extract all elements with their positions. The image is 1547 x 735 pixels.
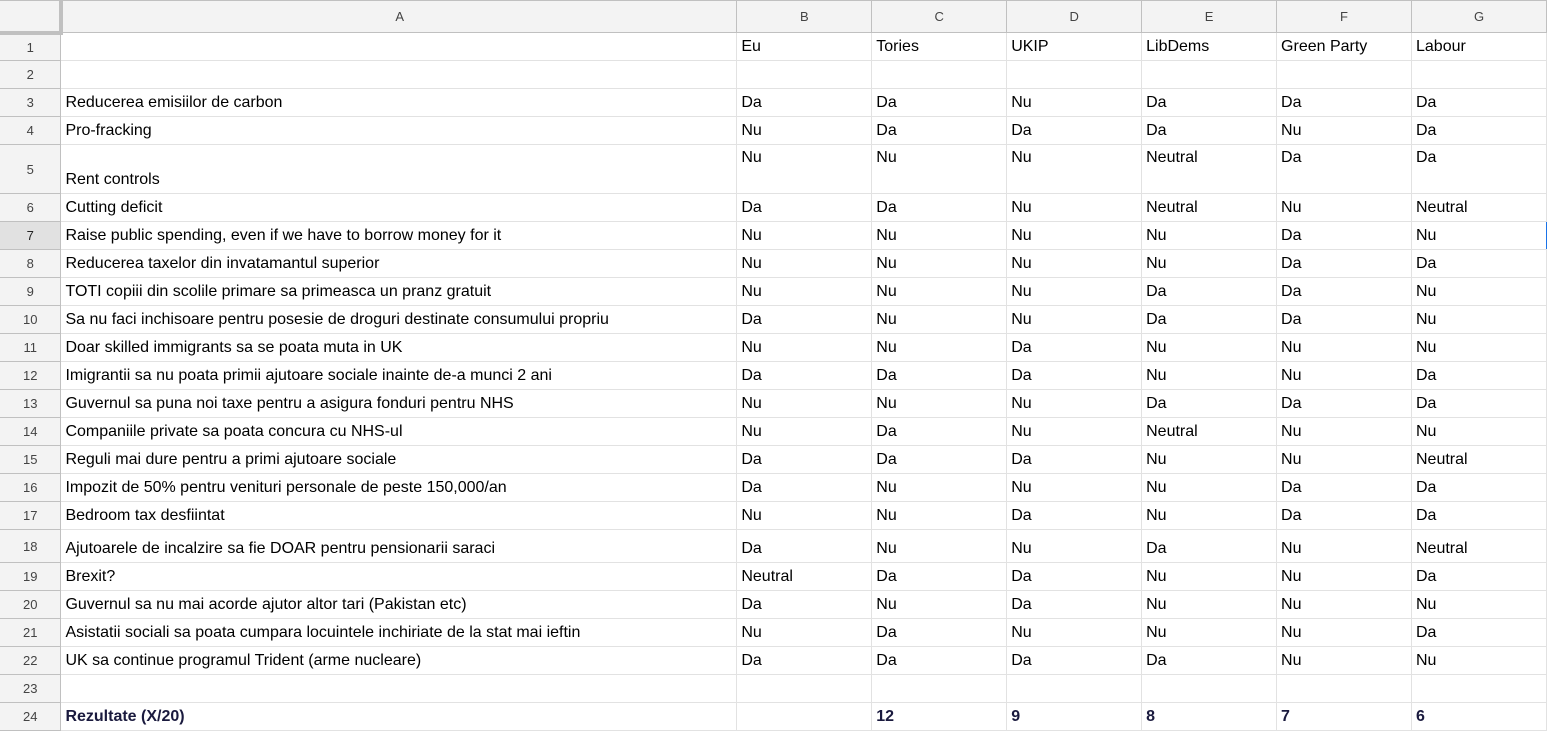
cell-e10[interactable]: Da [1142,306,1277,334]
cell-a17[interactable]: Bedroom tax desfiintat [61,502,737,530]
cell-g9[interactable]: Nu [1412,278,1547,306]
cell-c22[interactable]: Da [872,647,1007,675]
column-header-g[interactable]: G [1412,1,1547,33]
row-header[interactable]: 14 [0,418,61,446]
table-row [0,222,1547,250]
table-row [0,675,1547,703]
table-row [0,278,1547,306]
row-header[interactable]: 6 [0,194,61,222]
cell-f11[interactable]: Nu [1277,334,1412,362]
cell-f6[interactable]: Nu [1277,194,1412,222]
row-header[interactable]: 1 [0,33,61,61]
cell-c15[interactable]: Da [872,446,1007,474]
cell-d22[interactable]: Da [1007,647,1142,675]
cell-a8[interactable]: Reducerea taxelor din invatamantul superior [61,250,737,278]
cell-b17[interactable]: Nu [737,502,872,530]
cell-f9[interactable]: Da [1277,278,1412,306]
cell-b13[interactable]: Nu [737,390,872,418]
cell-a23[interactable] [61,675,737,703]
column-header-f[interactable]: F [1277,1,1412,33]
cell-g24[interactable]: 6 [1412,703,1547,731]
cell-g3[interactable]: Da [1412,89,1547,117]
cell-b23[interactable] [737,675,872,703]
cell-g7[interactable]: Nu [1412,222,1547,250]
table-row [0,474,1547,502]
cell-a18[interactable]: Ajutoarele de incalzire sa fie DOAR pentru pensionarii saraci [61,530,737,563]
column-header-b[interactable]: B [737,1,872,33]
row-header[interactable]: 13 [0,390,61,418]
cell-g15[interactable]: Neutral [1412,446,1547,474]
cell-d7[interactable]: Nu [1007,222,1142,250]
select-all-corner[interactable] [0,1,61,33]
cell-d1[interactable]: UKIP [1007,33,1142,61]
cell-e7[interactable]: Nu [1142,222,1277,250]
row-header[interactable]: 11 [0,334,61,362]
row-header[interactable]: 18 [0,530,61,563]
table-row [0,250,1547,278]
cell-f2[interactable] [1277,61,1412,89]
cell-b7[interactable]: Nu [737,222,872,250]
column-header-a[interactable]: A [61,1,737,33]
cell-a10[interactable]: Sa nu faci inchisoare pentru posesie de droguri destinate consumului propriu [61,306,737,334]
cell-c2[interactable] [872,61,1007,89]
cell-a4[interactable]: Pro-fracking [61,117,737,145]
cell-f8[interactable]: Da [1277,250,1412,278]
cell-b3[interactable]: Da [737,89,872,117]
row-header[interactable]: 15 [0,446,61,474]
cell-f15[interactable]: Nu [1277,446,1412,474]
cell-a13[interactable]: Guvernul sa puna noi taxe pentru a asigura fonduri pentru NHS [61,390,737,418]
cell-f4[interactable]: Nu [1277,117,1412,145]
cell-e3[interactable]: Da [1142,89,1277,117]
cell-f12[interactable]: Nu [1277,362,1412,390]
table-row [0,362,1547,390]
table-row [0,703,1547,731]
cell-f19[interactable]: Nu [1277,563,1412,591]
cell-a6[interactable]: Cutting deficit [61,194,737,222]
cell-d13[interactable]: Nu [1007,390,1142,418]
cell-g2[interactable] [1412,61,1547,89]
cell-b16[interactable]: Da [737,474,872,502]
cell-d16[interactable]: Nu [1007,474,1142,502]
cell-g8[interactable]: Da [1412,250,1547,278]
cell-e22[interactable]: Da [1142,647,1277,675]
row-header[interactable]: 4 [0,117,61,145]
table-row [0,390,1547,418]
cell-e2[interactable] [1142,61,1277,89]
cell-d5[interactable]: Nu [1007,145,1142,194]
cell-f22[interactable]: Nu [1277,647,1412,675]
cell-f5[interactable]: Da [1277,145,1412,194]
row-header[interactable]: 21 [0,619,61,647]
cell-f21[interactable]: Nu [1277,619,1412,647]
cell-f1[interactable]: Green Party [1277,33,1412,61]
row-header[interactable]: 10 [0,306,61,334]
cell-a2[interactable] [61,61,737,89]
cell-e13[interactable]: Da [1142,390,1277,418]
cell-c1[interactable]: Tories [872,33,1007,61]
cell-f10[interactable]: Da [1277,306,1412,334]
table-row [0,33,1547,61]
cell-b1[interactable]: Eu [737,33,872,61]
cell-e17[interactable]: Nu [1142,502,1277,530]
cell-c6[interactable]: Da [872,194,1007,222]
cell-b6[interactable]: Da [737,194,872,222]
row-header[interactable]: 20 [0,591,61,619]
cell-e12[interactable]: Nu [1142,362,1277,390]
cell-a16[interactable]: Impozit de 50% pentru venituri personale de peste 150,000/an [61,474,737,502]
cell-d18[interactable]: Nu [1007,530,1142,563]
cell-e15[interactable]: Nu [1142,446,1277,474]
cell-d17[interactable]: Da [1007,502,1142,530]
row-header[interactable]: 5 [0,145,61,194]
cell-b19[interactable]: Neutral [737,563,872,591]
cell-c9[interactable]: Nu [872,278,1007,306]
cell-d8[interactable]: Nu [1007,250,1142,278]
cell-d2[interactable] [1007,61,1142,89]
cell-d9[interactable]: Nu [1007,278,1142,306]
cell-d14[interactable]: Nu [1007,418,1142,446]
cell-c5[interactable]: Nu [872,145,1007,194]
cell-f20[interactable]: Nu [1277,591,1412,619]
table-row [0,194,1547,222]
table-row [0,446,1547,474]
cell-a7[interactable]: Raise public spending, even if we have to borrow money for it [61,222,737,250]
cell-g6[interactable]: Neutral [1412,194,1547,222]
cell-d20[interactable]: Da [1007,591,1142,619]
cell-f18[interactable]: Nu [1277,530,1412,563]
cell-d23[interactable] [1007,675,1142,703]
cell-e23[interactable] [1142,675,1277,703]
cell-a12[interactable]: Imigrantii sa nu poata primii ajutoare sociale inainte de-a munci 2 ani [61,362,737,390]
cell-d19[interactable]: Da [1007,563,1142,591]
cell-c23[interactable] [872,675,1007,703]
cell-b20[interactable]: Da [737,591,872,619]
cell-b21[interactable]: Nu [737,619,872,647]
cell-b8[interactable]: Nu [737,250,872,278]
cell-e6[interactable]: Neutral [1142,194,1277,222]
cell-b11[interactable]: Nu [737,334,872,362]
table-row [0,647,1547,675]
cell-d3[interactable]: Nu [1007,89,1142,117]
cell-a24[interactable]: Rezultate (X/20) [61,703,737,731]
cell-a3[interactable]: Reducerea emisiilor de carbon [61,89,737,117]
cell-d15[interactable]: Da [1007,446,1142,474]
row-header[interactable]: 19 [0,563,61,591]
cell-c10[interactable]: Nu [872,306,1007,334]
cell-c11[interactable]: Nu [872,334,1007,362]
row-header[interactable]: 23 [0,675,61,703]
cell-d4[interactable]: Da [1007,117,1142,145]
cell-c18[interactable]: Nu [872,530,1007,563]
cell-c3[interactable]: Da [872,89,1007,117]
row-header[interactable]: 12 [0,362,61,390]
cell-f16[interactable]: Da [1277,474,1412,502]
column-header-c[interactable]: C [872,1,1007,33]
cell-d10[interactable]: Nu [1007,306,1142,334]
cell-e4[interactable]: Da [1142,117,1277,145]
cell-g10[interactable]: Nu [1412,306,1547,334]
cell-b24[interactable] [737,703,872,731]
row-header[interactable]: 3 [0,89,61,117]
cell-a22[interactable]: UK sa continue programul Trident (arme nucleare) [61,647,737,675]
cell-g4[interactable]: Da [1412,117,1547,145]
cell-a1[interactable] [61,33,737,61]
cell-g16[interactable]: Da [1412,474,1547,502]
cell-f23[interactable] [1277,675,1412,703]
cell-d11[interactable]: Da [1007,334,1142,362]
table-row [0,502,1547,530]
cell-g22[interactable]: Nu [1412,647,1547,675]
row-header[interactable]: 24 [0,703,61,731]
cell-b15[interactable]: Da [737,446,872,474]
cell-c13[interactable]: Nu [872,390,1007,418]
cell-c8[interactable]: Nu [872,250,1007,278]
cell-b14[interactable]: Nu [737,418,872,446]
table-row [0,61,1547,89]
cell-e21[interactable]: Nu [1142,619,1277,647]
cell-e19[interactable]: Nu [1142,563,1277,591]
cell-g5[interactable]: Da [1412,145,1547,194]
row-header[interactable]: 17 [0,502,61,530]
cell-c21[interactable]: Da [872,619,1007,647]
cell-b9[interactable]: Nu [737,278,872,306]
cell-a21[interactable]: Asistatii sociali sa poata cumpara locuintele inchiriate de la stat mai ieftin [61,619,737,647]
cell-b4[interactable]: Nu [737,117,872,145]
cell-a15[interactable]: Reguli mai dure pentru a primi ajutoare sociale [61,446,737,474]
row-header[interactable]: 9 [0,278,61,306]
cell-a5[interactable]: Rent controls [61,145,737,194]
cell-c19[interactable]: Da [872,563,1007,591]
cell-e20[interactable]: Nu [1142,591,1277,619]
cell-d6[interactable]: Nu [1007,194,1142,222]
table-row [0,306,1547,334]
cell-c7[interactable]: Nu [872,222,1007,250]
cell-d12[interactable]: Da [1007,362,1142,390]
cell-g1[interactable]: Labour [1412,33,1547,61]
cell-g12[interactable]: Da [1412,362,1547,390]
cell-e1[interactable]: LibDems [1142,33,1277,61]
cell-b18[interactable]: Da [737,530,872,563]
row-header[interactable]: 7 [0,222,61,250]
cell-b2[interactable] [737,61,872,89]
table-row [0,418,1547,446]
cell-a11[interactable]: Doar skilled immigrants sa se poata muta in UK [61,334,737,362]
cell-f17[interactable]: Da [1277,502,1412,530]
column-header-row [0,1,1547,33]
cell-g20[interactable]: Nu [1412,591,1547,619]
cell-g11[interactable]: Nu [1412,334,1547,362]
cell-e5[interactable]: Neutral [1142,145,1277,194]
cell-e8[interactable]: Nu [1142,250,1277,278]
table-row [0,591,1547,619]
cell-g17[interactable]: Da [1412,502,1547,530]
cell-a9[interactable]: TOTI copiii din scolile primare sa primeasca un pranz gratuit [61,278,737,306]
cell-g19[interactable]: Da [1412,563,1547,591]
column-header-d[interactable]: D [1007,1,1142,33]
table-row [0,530,1547,563]
table-row [0,145,1547,194]
cell-e16[interactable]: Nu [1142,474,1277,502]
cell-e9[interactable]: Da [1142,278,1277,306]
cell-e24[interactable]: 8 [1142,703,1277,731]
cell-b10[interactable]: Da [737,306,872,334]
cell-g14[interactable]: Nu [1412,418,1547,446]
cell-c24[interactable]: 12 [872,703,1007,731]
cell-c16[interactable]: Nu [872,474,1007,502]
cell-f7[interactable]: Da [1277,222,1412,250]
row-header[interactable]: 16 [0,474,61,502]
table-row [0,117,1547,145]
table-row [0,563,1547,591]
cell-d21[interactable]: Nu [1007,619,1142,647]
cell-f3[interactable]: Da [1277,89,1412,117]
cell-b22[interactable]: Da [737,647,872,675]
table-row [0,89,1547,117]
cell-f14[interactable]: Nu [1277,418,1412,446]
cell-a14[interactable]: Companiile private sa poata concura cu NHS-ul [61,418,737,446]
cell-b5[interactable]: Nu [737,145,872,194]
row-header[interactable]: 8 [0,250,61,278]
cell-g21[interactable]: Da [1412,619,1547,647]
cell-c4[interactable]: Da [872,117,1007,145]
cell-f13[interactable]: Da [1277,390,1412,418]
cell-g18[interactable]: Neutral [1412,530,1547,563]
cell-g23[interactable] [1412,675,1547,703]
cell-g13[interactable]: Da [1412,390,1547,418]
cell-c14[interactable]: Da [872,418,1007,446]
cell-a20[interactable]: Guvernul sa nu mai acorde ajutor altor tari (Pakistan etc) [61,591,737,619]
cell-c12[interactable]: Da [872,362,1007,390]
table-row [0,334,1547,362]
cell-f24[interactable]: 7 [1277,703,1412,731]
cell-c20[interactable]: Nu [872,591,1007,619]
cell-d24[interactable]: 9 [1007,703,1142,731]
cell-e14[interactable]: Neutral [1142,418,1277,446]
cell-b12[interactable]: Da [737,362,872,390]
row-header[interactable]: 2 [0,61,61,89]
table-row [0,619,1547,647]
column-header-e[interactable]: E [1142,1,1277,33]
cell-a19[interactable]: Brexit? [61,563,737,591]
row-header[interactable]: 22 [0,647,61,675]
cell-e11[interactable]: Nu [1142,334,1277,362]
cell-c17[interactable]: Nu [872,502,1007,530]
cell-e18[interactable]: Da [1142,530,1277,563]
